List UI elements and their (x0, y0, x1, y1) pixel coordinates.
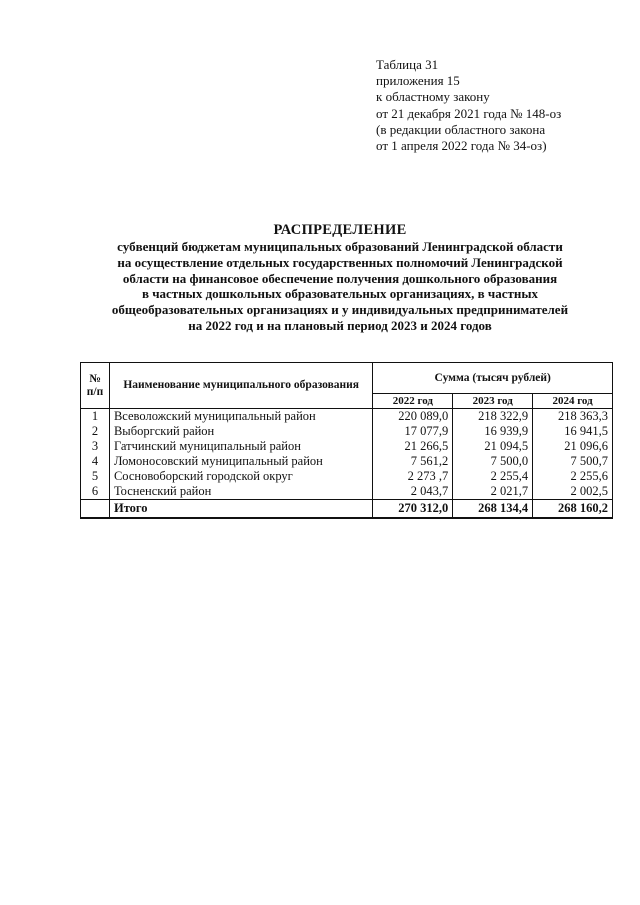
note-line: от 21 декабря 2021 года № 148-оз (376, 105, 562, 121)
distribution-table (80, 362, 613, 519)
row-value-2022: 7 561,2 (373, 454, 453, 469)
row-num: 2 (81, 424, 110, 439)
title-line: на осуществление отдельных государственных полномочий Ленинградской (117, 254, 563, 270)
row-value-2023: 7 500,0 (453, 454, 533, 469)
row-value-2023: 16 939,9 (453, 424, 533, 439)
row-num: 6 (81, 484, 110, 500)
row-value-2024: 16 941,5 (533, 424, 613, 439)
note-line: к областному закону (376, 89, 490, 105)
row-name: Тосненский район (109, 484, 372, 500)
row-name: Сосновоборский городской округ (109, 469, 372, 484)
title-line: области на финансовое обеспечение получения дошкольного образования (122, 270, 558, 286)
row-value-2023: 2 255,4 (453, 469, 533, 484)
row-num: 1 (81, 409, 110, 425)
header-year-2022: 2022 год (373, 394, 453, 409)
row-value-2022: 21 266,5 (373, 439, 453, 454)
row-value-2024: 218 363,3 (533, 409, 613, 425)
total-num-cell (81, 500, 110, 519)
total-row (81, 500, 613, 519)
note-line: от 1 апреля 2022 года № 34-оз) (376, 138, 547, 154)
row-value-2023: 21 094,5 (453, 439, 533, 454)
header-name: Наименование муниципального образования (109, 363, 372, 409)
row-name: Гатчинский муниципальный район (109, 439, 372, 454)
table-row (81, 409, 613, 425)
note-line: приложения 15 (376, 73, 460, 89)
row-value-2023: 2 021,7 (453, 484, 533, 500)
row-value-2024: 2 002,5 (533, 484, 613, 500)
row-name: Ломоносовский муниципальный район (109, 454, 372, 469)
title-line: субвенций бюджетам муниципальных образований Ленинградской области (117, 239, 563, 254)
total-value-2023: 268 134,4 (453, 500, 533, 519)
total-label: Итого (109, 500, 372, 519)
header-num: № п/п (81, 363, 110, 409)
total-value-2024: 268 160,2 (533, 500, 613, 519)
total-value-2022: 270 312,0 (373, 500, 453, 519)
row-num: 5 (81, 469, 110, 484)
row-name: Всеволожский муниципальный район (109, 409, 372, 425)
row-value-2024: 21 096,6 (533, 439, 613, 454)
header-year-2024: 2024 год (533, 394, 613, 409)
row-num: 4 (81, 454, 110, 469)
table-row (81, 469, 613, 484)
table-row (81, 439, 613, 454)
note-line: Таблица 31 (376, 57, 439, 72)
row-num: 3 (81, 439, 110, 454)
title-line: на 2022 год и на плановый период 2023 и 2024 годов (188, 317, 492, 333)
table-row (81, 484, 613, 500)
title-line: в частных дошкольных образовательных организациях, в частных (141, 286, 539, 302)
title-main: РАСПРЕДЕЛЕНИЕ (273, 222, 407, 238)
note-line: (в редакции областного закона (376, 121, 546, 137)
document-title (60, 221, 620, 334)
row-name: Выборгский район (109, 424, 372, 439)
row-value-2022: 2 043,7 (373, 484, 453, 500)
table-row (81, 454, 613, 469)
row-value-2023: 218 322,9 (453, 409, 533, 425)
table-row (81, 424, 613, 439)
title-line: общеобразовательных организациях и у индивидуальных предпринимателей (111, 302, 569, 318)
header-sum: Сумма (тысяч рублей) (373, 363, 613, 394)
row-value-2022: 17 077,9 (373, 424, 453, 439)
row-value-2024: 7 500,7 (533, 454, 613, 469)
appendix-note (376, 57, 561, 154)
row-value-2022: 220 089,0 (373, 409, 453, 425)
row-value-2024: 2 255,6 (533, 469, 613, 484)
row-value-2022: 2 273 ,7 (373, 469, 453, 484)
header-year-2023: 2023 год (453, 394, 533, 409)
